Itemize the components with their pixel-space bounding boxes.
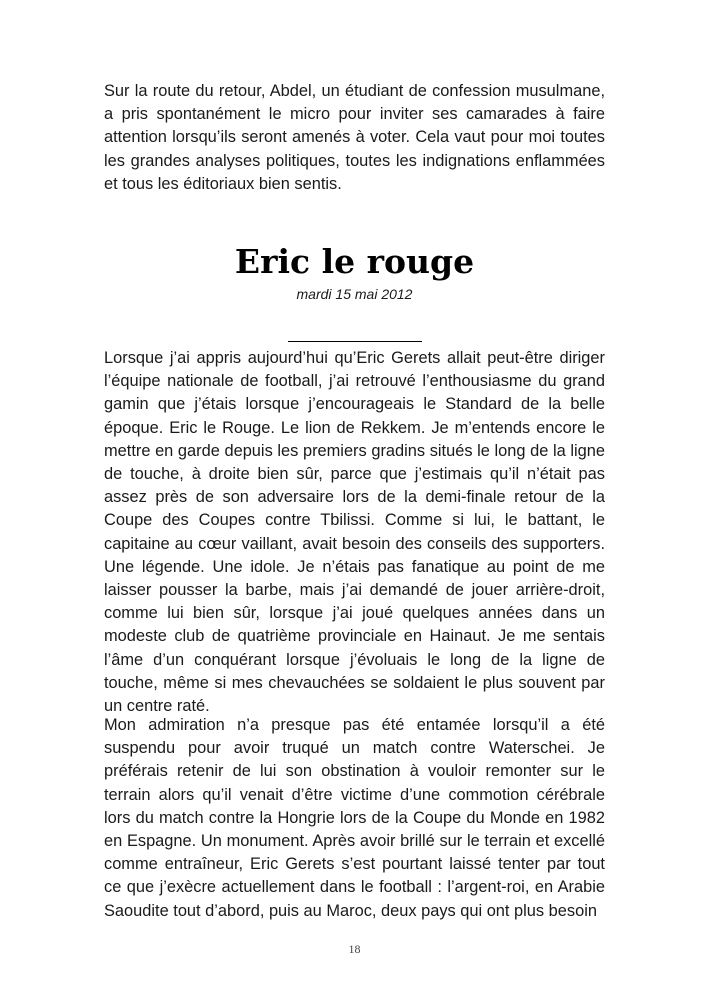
body-paragraph-2: Mon admiration n’a presque pas été entamée lorsqu’il a été suspendu pour avoir truqué un match contre Waterschei. Je préférais retenir de lui son obstination à vouloir remonter sur le terrain alors qu’il venait d’être victime d’une commotion cérébrale lors du match contre la Hongrie lors de la Coupe du Monde en 1982 en Espagne. Un monument. Après avoir brillé sur le terrain et excellé comme entraîneur, Eric Gerets s’est pourtant laissé tenter par tout ce que j’exècre actuellement dans le football : l’argent-roi, en Arabie Saoudite tout d’abord, puis au Maroc, deux pays qui ont plus besoin [104,716,605,920]
title-divider [288,341,422,342]
intro-paragraph: Sur la route du retour, Abdel, un étudiant de confession musulmane, a pris spontanément le micro pour inviter ses camarades à faire attention lorsqu’ils seront amenés à voter. Cela vaut pour moi toutes les grandes analyses politiques, toutes les indignations enflammées et tous les éditoriaux bien sentis. [104,82,605,193]
article-date: mardi 15 mai 2012 [296,286,413,302]
article-title: Eric le rouge [234,242,475,281]
page-number: 18 [348,942,361,956]
body-paragraph-1: Lorsque j’ai appris aujourd’hui qu’Eric Gerets allait peut-être diriger l’équipe nationale de football, j’ai retrouvé l’enthousiasme du grand gamin que j’étais lorsque j’encourageais le Standard de la belle époque. Eric le Rouge. Le lion de Rekkem. Je m’entends encore le mettre en garde depuis les premiers gradins situés le long de la ligne de touche, à droite bien sûr, parce que j’estimais qu’il n’était pas assez près de son adversaire lors de la demi-finale retour de la Coupe des Coupes contre Tbilissi. Comme si lui, le battant, le capitaine au cœur vaillant, avait besoin des conseils des supporters. Une légende. Une idole. Je n’étais pas fanatique au point de me laisser pousser la barbe, mais j’ai demandé de jouer arrière-droit, comme lui bien sûr, lorsque j’ai joué quelques années dans un modeste club de quatrième provinciale en Hainaut. Je me sentais l’âme d’un conquérant lorsque j’évoluais le long de la ligne de touche, même si mes chevauchées se soldaient le plus souvent par un centre raté. [104,349,605,716]
